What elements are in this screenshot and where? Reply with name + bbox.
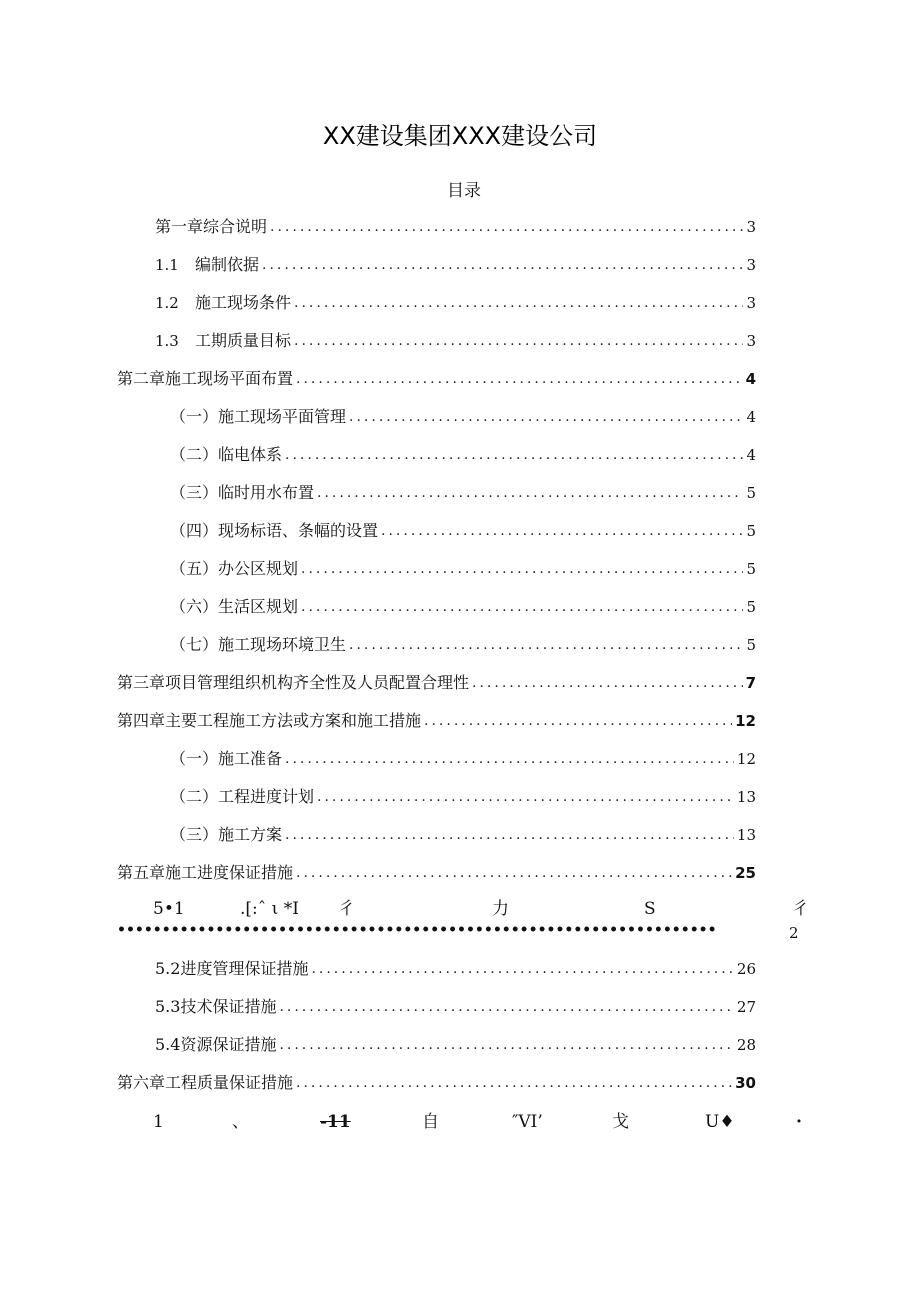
toc-entry[interactable] <box>117 702 756 740</box>
toc-entry-label: （五）办公区规划 <box>170 559 299 578</box>
toc-entry-page: 4 <box>746 446 756 464</box>
toc-leader <box>294 322 743 360</box>
toc-entry[interactable] <box>170 398 756 436</box>
toc-entry-label: （三）施工方案 <box>170 825 283 844</box>
toc-entry-label <box>155 284 291 322</box>
toc-entry-page: 3 <box>746 294 756 312</box>
toc-entry-number: 1.3 <box>155 332 179 350</box>
toc-entry[interactable] <box>155 246 756 284</box>
toc-leader <box>472 664 743 702</box>
toc-entry-page: 5 <box>746 636 756 654</box>
toc-entry-text: 工期质量目标 <box>195 331 292 350</box>
toc-entry-page: 13 <box>736 826 756 844</box>
toc-leader <box>270 208 743 246</box>
toc-entry-page: 5 <box>746 560 756 578</box>
garbled-fragment: ″VI’ <box>512 1112 543 1132</box>
toc-entry-page: 4 <box>746 408 756 426</box>
toc-entry[interactable] <box>170 626 756 664</box>
toc-leader <box>285 436 743 474</box>
toc-entry-label: 第六章工程质量保证措施 <box>117 1073 294 1092</box>
toc-entry[interactable] <box>117 854 756 892</box>
toc-entry-label: 5.3技术保证措施 <box>155 997 277 1016</box>
toc-entry-page: 3 <box>746 332 756 350</box>
toc-entry-label: （二）临电体系 <box>170 445 283 464</box>
toc-leader <box>294 284 743 322</box>
garbled-fragment: · <box>796 1112 802 1132</box>
garbled-page-number: 2 <box>789 924 799 942</box>
toc-leader <box>279 988 733 1026</box>
toc-entry-page: 12 <box>735 712 756 730</box>
garbled-fragment: 1 <box>153 1112 164 1132</box>
toc-entry[interactable] <box>155 1026 756 1064</box>
garbled-fragment: S <box>644 899 656 919</box>
toc-entry[interactable] <box>155 322 756 360</box>
toc-entry[interactable] <box>170 778 756 816</box>
toc-entry-page: 25 <box>735 864 756 882</box>
toc-entry-page: 12 <box>736 750 756 768</box>
toc-entry-label: 5.2进度管理保证措施 <box>155 959 309 978</box>
garbled-dot-leader: ••••••••••••••••••••••••••••••••••••••••••••••••••••••••••••••••••• <box>117 922 717 938</box>
garbled-fragment: -11 <box>320 1112 351 1132</box>
garbled-bottom-line <box>0 1106 920 1138</box>
toc-leader <box>301 588 743 626</box>
garbled-fragment: 戈 <box>612 1112 629 1132</box>
toc-entry-label: 第五章施工进度保证措施 <box>117 863 294 882</box>
toc-entry[interactable] <box>117 1064 756 1102</box>
toc-entry-label: 第二章施工现场平面布置 <box>117 369 294 388</box>
toc-entry[interactable] <box>117 664 756 702</box>
garbled-fragment: .[:ˆ ι *I <box>240 899 299 919</box>
toc-entry-page: 28 <box>736 1036 756 1054</box>
toc-heading: 目录 <box>447 181 481 201</box>
toc-entry-label: （二）工程进度计划 <box>170 787 315 806</box>
toc-entry-page: 3 <box>746 256 756 274</box>
toc-leader <box>285 816 734 854</box>
toc-leader <box>424 702 732 740</box>
toc-leader <box>296 1064 732 1102</box>
garbled-fragment: 5•1 <box>153 899 185 919</box>
garbled-fragment: 自 <box>422 1112 439 1132</box>
toc-entry-label: 第三章项目管理组织机构齐全性及人员配置合理性 <box>117 673 470 692</box>
toc-entry-label: 第一章综合说明 <box>155 217 268 236</box>
toc-entry[interactable] <box>170 436 756 474</box>
toc-entry-label: 5.4资源保证措施 <box>155 1035 277 1054</box>
garbled-fragment: 力 <box>492 899 509 919</box>
toc-leader <box>317 778 734 816</box>
garbled-fragment: 、 <box>232 1112 249 1132</box>
garbled-fragment: U♦ <box>705 1112 735 1132</box>
toc-entry-label: （六）生活区规划 <box>170 597 299 616</box>
toc-leader <box>285 740 734 778</box>
toc-entry-label: （三）临时用水布置 <box>170 483 315 502</box>
toc-entry[interactable] <box>170 550 756 588</box>
toc-entry-text: 编制依据 <box>195 255 260 274</box>
garbled-fragment: 彳 <box>338 899 355 919</box>
toc-leader <box>279 1026 733 1064</box>
toc-entry-page: 3 <box>746 218 756 236</box>
toc-entry-label: 第四章主要工程施工方法或方案和施工措施 <box>117 711 422 730</box>
toc-entry-label <box>155 322 291 360</box>
toc-entry[interactable] <box>155 208 756 246</box>
toc-entry-page: 5 <box>746 522 756 540</box>
garbled-fragment: 彳 <box>792 899 809 919</box>
toc-entry-page: 30 <box>735 1074 756 1092</box>
toc-entry-label: （四）现场标语、条幅的设置 <box>170 521 379 540</box>
toc-entry-label <box>155 246 259 284</box>
toc-leader <box>349 626 743 664</box>
toc-entry-number: 1.1 <box>155 256 179 274</box>
toc-entry[interactable] <box>155 950 756 988</box>
toc-entry-label: （一）施工现场平面管理 <box>170 407 347 426</box>
toc-leader <box>301 550 743 588</box>
toc-entry-text: 施工现场条件 <box>195 293 292 312</box>
toc-entry-page: 27 <box>736 998 756 1016</box>
toc-entry-page: 5 <box>746 484 756 502</box>
toc-entry[interactable] <box>155 988 756 1026</box>
page-title: XX建设集团XXX建设公司 <box>322 122 598 150</box>
toc-entry[interactable] <box>117 360 756 398</box>
toc-leader <box>381 512 743 550</box>
toc-entry-page: 4 <box>745 370 756 388</box>
toc-entry-number: 1.2 <box>155 294 179 312</box>
toc-leader <box>262 246 743 284</box>
toc-entry[interactable] <box>155 284 756 322</box>
toc-entry[interactable] <box>170 588 756 626</box>
toc-leader <box>349 398 743 436</box>
toc-leader <box>296 360 743 398</box>
toc-entry-page: 7 <box>745 674 756 692</box>
toc-entry-page: 13 <box>736 788 756 806</box>
toc-entry-label: （一）施工准备 <box>170 749 283 768</box>
toc-leader <box>317 474 743 512</box>
toc-entry[interactable] <box>170 474 756 512</box>
toc-entry-page: 5 <box>746 598 756 616</box>
toc-entry[interactable] <box>170 740 756 778</box>
toc-entry-label: （七）施工现场环境卫生 <box>170 635 347 654</box>
toc-entry[interactable] <box>170 816 756 854</box>
toc-entry[interactable] <box>170 512 756 550</box>
toc-entry-page: 26 <box>736 960 756 978</box>
toc-leader <box>296 854 732 892</box>
toc-leader <box>311 950 733 988</box>
